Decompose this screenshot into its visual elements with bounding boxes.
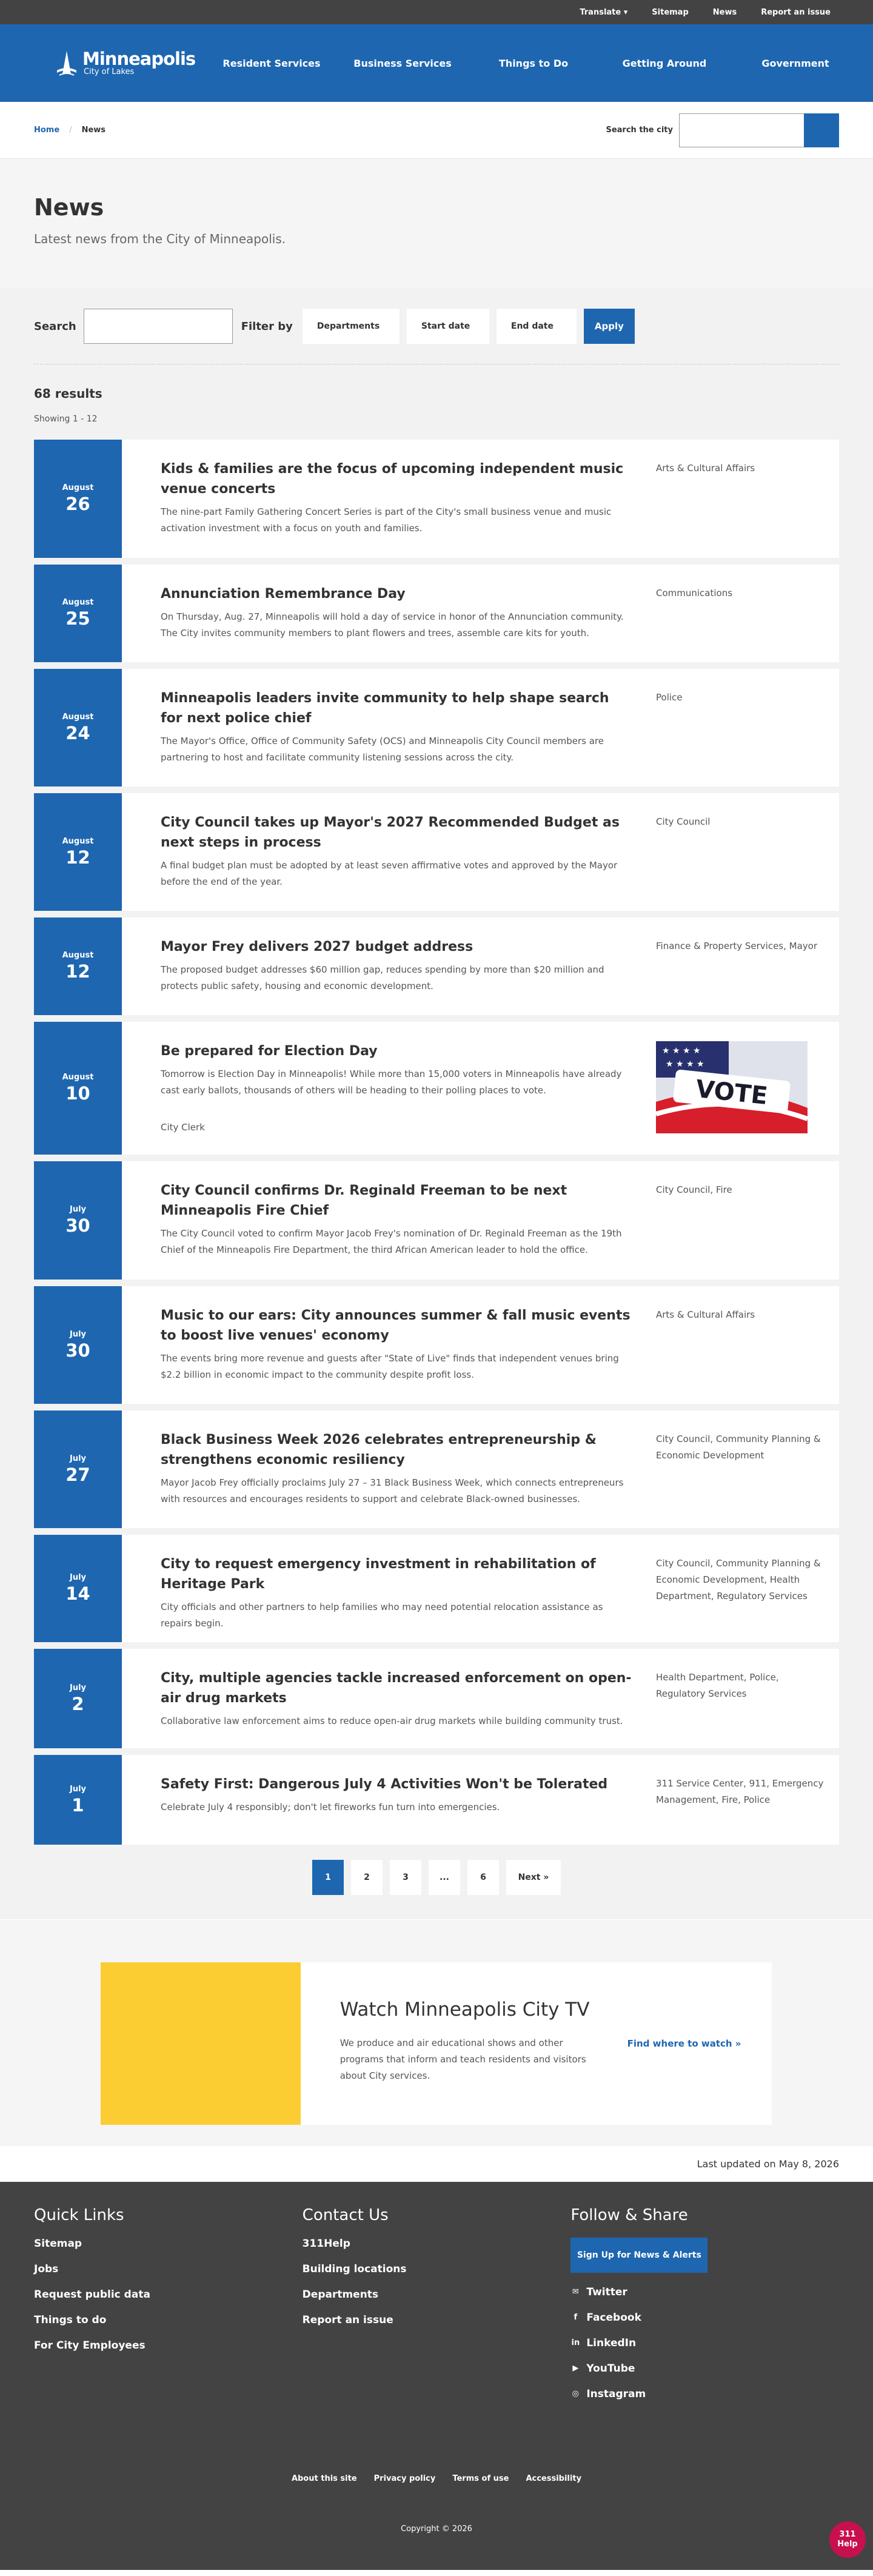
page-1-button[interactable]: 1 (312, 1860, 344, 1895)
page-2-button[interactable]: 2 (351, 1860, 383, 1895)
date-day: 10 (65, 1083, 90, 1104)
date-month: July (69, 1454, 87, 1463)
date-badge (34, 565, 122, 662)
nav-government[interactable]: Government (761, 57, 829, 69)
nav-things-to-do[interactable]: Things to Do (498, 57, 569, 69)
follow-title: Follow & Share (570, 2206, 688, 2224)
news-summary: The proposed budget addresses $60 million gap, reduces spending by more than $20 million and protects public safety, housing and economic development. (161, 964, 604, 991)
footer-link-things-to-do[interactable]: Things to do (34, 2314, 107, 2326)
twitter-icon: ✉ (572, 2287, 579, 2296)
social-instagram-label: Instagram (586, 2388, 646, 2400)
chevron-down-icon: ▾ (623, 7, 628, 17)
date-month: August (62, 712, 94, 722)
news-department: Arts & Cultural Affairs (656, 1309, 755, 1320)
date-day: 30 (65, 1215, 90, 1236)
breadcrumb-home[interactable]: Home (34, 126, 60, 135)
date-badge (34, 669, 122, 787)
city-search-button[interactable] (804, 113, 839, 147)
social-youtube[interactable] (570, 2363, 839, 2375)
news-card[interactable] (34, 1286, 839, 1404)
date-month: July (69, 1784, 87, 1794)
help-number: 311 (839, 2530, 856, 2539)
filter-bar (34, 289, 839, 364)
date-badge (34, 440, 122, 558)
news-summary: On Thursday, Aug. 27, Minneapolis will hold a day of service in honor of the Annunciation community. The City invites community members to plant flowers and trees, assemble care kits for youth. (161, 611, 624, 639)
apply-button[interactable]: Apply (584, 309, 635, 344)
date-badge (34, 1286, 122, 1404)
date-day: 2 (72, 1693, 84, 1714)
news-search-input[interactable] (84, 309, 233, 344)
date-badge (34, 1535, 122, 1642)
news-title[interactable]: City to request emergency investment in rehabilitation of Heritage Park (161, 1557, 596, 1592)
news-summary: City officials and other partners to help families who may need potential relocation assistance as repairs begin. (161, 1602, 603, 1629)
date-day: 12 (65, 961, 90, 982)
instagram-icon: ◎ (572, 2389, 580, 2398)
footer-link-public-data[interactable]: Request public data (34, 2289, 150, 2301)
news-summary: The Mayor's Office, Office of Community Safety (OCS) and Minneapolis City Council members are partnering to host and facilitate community listening sessions across the city. (161, 736, 604, 763)
footer-link-sitemap[interactable]: Sitemap (34, 2238, 82, 2250)
news-summary: Celebrate July 4 responsibly; don't let fireworks fun turn into emergencies. (161, 1802, 500, 1813)
news-department: Health Department, Police, Regulatory Services (656, 1672, 779, 1699)
footer-legal-links (34, 2474, 839, 2483)
news-title[interactable]: City Council takes up Mayor's 2027 Recommended Budget as next steps in process (161, 815, 620, 850)
city-tv-image (101, 1962, 301, 2125)
news-card[interactable] (34, 1022, 839, 1155)
social-instagram[interactable] (570, 2388, 839, 2400)
news-department: Communications (656, 588, 733, 599)
date-day: 24 (65, 722, 90, 743)
social-facebook-label: Facebook (586, 2312, 641, 2324)
date-month: August (62, 1073, 94, 1082)
news-summary: Collaborative law enforcement aims to reduce open-air drug markets while building community trust. (161, 1716, 623, 1726)
contact-title: Contact Us (302, 2206, 389, 2224)
footer-link-employees[interactable]: For City Employees (34, 2340, 146, 2352)
svg-text:★ ★ ★ ★: ★ ★ ★ ★ (662, 1046, 701, 1056)
city-search (606, 113, 839, 147)
breadcrumb-current: News (81, 126, 106, 135)
news-title[interactable]: Kids & families are the focus of upcoming independent music venue concerts (161, 461, 624, 497)
breadcrumb-separator: / (69, 126, 72, 135)
social-facebook[interactable] (570, 2312, 839, 2324)
date-day: 25 (65, 608, 90, 629)
report-issue-link[interactable]: Report an issue (761, 7, 831, 17)
help-label: Help (837, 2540, 858, 2549)
vote-image-text: VOTE (694, 1075, 769, 1111)
news-summary: A final budget plan must be adopted by at least seven affirmative votes and approved by the Mayor before the end of the year. (161, 860, 618, 887)
city-search-input[interactable] (679, 113, 804, 147)
date-month: August (62, 951, 94, 960)
filter-by-label: Filter by (241, 320, 293, 333)
news-department: City Council (656, 816, 711, 827)
news-title[interactable]: Be prepared for Election Day (161, 1044, 378, 1059)
page-6-button[interactable]: 6 (467, 1860, 499, 1895)
date-badge (34, 917, 122, 1015)
nav-getting-around[interactable]: Getting Around (622, 57, 707, 69)
news-card[interactable] (34, 793, 839, 911)
news-card[interactable] (34, 565, 839, 662)
news-department: Finance & Property Services, Mayor (656, 941, 818, 951)
privacy-policy-link[interactable]: Privacy policy (373, 2474, 436, 2483)
news-summary: Tomorrow is Election Day in Minneapolis! While more than 15,000 voters in Minneapolis have already cast early ballots, thousands of others will be heading to their polling places to vote. (161, 1068, 622, 1096)
page-ellipsis: ... (429, 1860, 460, 1895)
quick-links (34, 2206, 303, 2413)
footer-link-departments[interactable]: Departments (302, 2289, 379, 2301)
quick-links-title: Quick Links (34, 2206, 124, 2224)
date-month: August (62, 598, 94, 607)
news-summary: Mayor Jacob Frey officially proclaims July 27 – 31 Black Business Week, which connects entrepreneurs with resources and encourages residents to support and celebrate Black-owned businesses. (161, 1477, 624, 1504)
news-card[interactable] (34, 1649, 839, 1748)
start-date-input[interactable]: Start date (407, 309, 489, 344)
date-badge (34, 1022, 122, 1155)
news-department: City Council, Community Planning & Economic Development, Health Department, Regulatory Services (656, 1558, 821, 1602)
news-title[interactable]: Black Business Week 2026 celebrates entrepreneurship & strengthens economic resiliency (161, 1432, 597, 1467)
find-where-to-watch-link[interactable]: Find where to watch » (627, 2038, 741, 2049)
footer-link-311help[interactable]: 311Help (302, 2238, 350, 2250)
footer-link-building-locations[interactable]: Building locations (302, 2263, 407, 2275)
logo-subtitle: City of Lakes (84, 67, 135, 76)
date-day: 1 (72, 1794, 84, 1816)
news-title[interactable]: Music to our ears: City announces summer & fall music events to boost live venues' economy (161, 1308, 630, 1343)
news-card[interactable] (34, 1755, 839, 1845)
news-card[interactable] (34, 1161, 839, 1280)
linkedin-icon: in (571, 2338, 580, 2347)
news-department: Police (656, 692, 683, 703)
accessibility-link[interactable]: Accessibility (526, 2474, 582, 2483)
city-tv-card (101, 1962, 772, 2125)
footer-link-jobs[interactable]: Jobs (34, 2263, 59, 2275)
facebook-icon: f (574, 2313, 578, 2322)
contact-us (303, 2206, 571, 2413)
city-search-label: Search the city (606, 126, 673, 135)
city-tv-title: Watch Minneapolis City TV (340, 1999, 590, 2021)
sitemap-link[interactable]: Sitemap (652, 7, 689, 17)
page-subtitle: Latest news from the City of Minneapolis. (34, 232, 286, 246)
social-linkedin[interactable] (570, 2337, 839, 2349)
main-header (0, 24, 873, 102)
follow-share (570, 2206, 839, 2413)
news-department: City Council, Fire (656, 1184, 732, 1195)
copyright: Copyright © 2026 (401, 2524, 472, 2534)
news-list (34, 440, 839, 1845)
breadcrumb-bar (0, 102, 873, 159)
date-month: July (69, 1329, 87, 1339)
date-day: 30 (65, 1340, 90, 1361)
nav-resident-services[interactable]: Resident Services (222, 57, 321, 69)
date-badge (34, 1161, 122, 1280)
terms-of-use-link[interactable]: Terms of use (452, 2474, 509, 2483)
news-summary: The City Council voted to confirm Mayor Jacob Frey's nomination of Dr. Reginald Freeman as the 19th Chief of the Minneapolis Fire Department, the third African American leader to hold the office. (161, 1228, 622, 1255)
results-summary (34, 364, 839, 424)
search-label: Search (34, 320, 76, 333)
311-help-button[interactable] (829, 2521, 866, 2558)
date-day: 26 (65, 494, 90, 514)
date-day: 14 (65, 1583, 90, 1604)
city-logo-icon (55, 49, 79, 78)
news-card[interactable] (34, 1410, 839, 1528)
news-link[interactable]: News (712, 7, 737, 17)
date-badge (34, 1410, 122, 1528)
results-count: 68 results (34, 386, 102, 401)
news-department: City Council, Community Planning & Economic Development (656, 1434, 821, 1461)
date-day: 27 (65, 1464, 90, 1485)
footer-link-report-issue[interactable]: Report an issue (302, 2314, 393, 2326)
breadcrumb (34, 126, 105, 135)
date-badge (34, 1755, 122, 1845)
news-title[interactable]: City Council confirms Dr. Reginald Freeman to be next Minneapolis Fire Chief (161, 1183, 567, 1218)
main-nav (206, 58, 861, 69)
date-month: August (62, 483, 94, 492)
news-card[interactable] (34, 669, 839, 787)
pagination (34, 1860, 839, 1895)
news-summary: The events bring more revenue and guests after "State of Live" finds that independent venues bring $2.2 billion in economic impact to the community despite profit loss. (161, 1353, 619, 1380)
date-month: July (69, 1205, 87, 1214)
news-title[interactable]: Annunciation Remembrance Day (161, 586, 406, 602)
date-month: August (62, 836, 94, 846)
news-title[interactable]: Minneapolis leaders invite community to help shape search for next police chief (161, 691, 609, 726)
city-tv-section (0, 1919, 873, 2146)
news-card[interactable] (34, 917, 839, 1015)
about-site-link[interactable]: About this site (291, 2474, 357, 2483)
end-date-input[interactable]: End date (497, 309, 577, 344)
translate-button[interactable] (580, 8, 627, 17)
social-youtube-label: YouTube (586, 2363, 635, 2375)
page-hero (0, 159, 873, 289)
date-badge (34, 793, 122, 911)
logo-title: Minneapolis (82, 49, 196, 69)
translate-label: Translate (580, 7, 621, 17)
news-title[interactable]: City, multiple agencies tackle increased enforcement on open-air drug markets (161, 1671, 632, 1706)
youtube-icon: ▶ (572, 2364, 579, 2373)
city-tv-description: We produce and air educational shows and other programs that inform and teach residents and visitors about City services. (340, 2038, 586, 2081)
utility-bar (0, 0, 873, 24)
site-footer (0, 2182, 873, 2570)
departments-select[interactable]: Departments (303, 309, 400, 344)
page-3-button[interactable]: 3 (390, 1860, 421, 1895)
news-main (0, 289, 873, 1919)
last-updated: Last updated on May 8, 2026 (697, 2158, 839, 2170)
social-twitter-label: Twitter (586, 2286, 627, 2298)
results-range: Showing 1 - 12 (34, 414, 98, 424)
news-card[interactable] (34, 1535, 839, 1642)
news-title[interactable]: Mayor Frey delivers 2027 budget address (161, 939, 473, 954)
news-title[interactable]: Safety First: Dangerous July 4 Activities Won't be Tolerated (161, 1777, 608, 1792)
next-page-button[interactable]: Next » (506, 1860, 561, 1895)
news-card[interactable] (34, 440, 839, 558)
signup-news-alerts-button[interactable]: Sign Up for News & Alerts (570, 2238, 707, 2273)
nav-business-services[interactable]: Business Services (353, 57, 452, 69)
vote-image (656, 1041, 808, 1133)
date-month: July (69, 1683, 87, 1692)
svg-text:★ ★ ★ ★: ★ ★ ★ ★ (666, 1059, 704, 1069)
news-department: 311 Service Center, 911, Emergency Management, Fire, Police (656, 1778, 824, 1805)
page-title: News (34, 194, 104, 221)
date-badge (34, 1649, 122, 1748)
news-department: City Clerk (161, 1122, 205, 1133)
social-linkedin-label: LinkedIn (586, 2337, 637, 2349)
news-summary: The nine-part Family Gathering Concert Series is part of the City's small business venue and music activation investment with a focus on youth and families. (161, 506, 612, 534)
date-month: July (69, 1573, 87, 1582)
social-twitter[interactable] (570, 2286, 839, 2298)
site-logo[interactable] (55, 49, 206, 78)
vote-illustration (656, 1041, 808, 1133)
news-department: Arts & Cultural Affairs (656, 463, 755, 474)
date-day: 12 (65, 847, 90, 868)
